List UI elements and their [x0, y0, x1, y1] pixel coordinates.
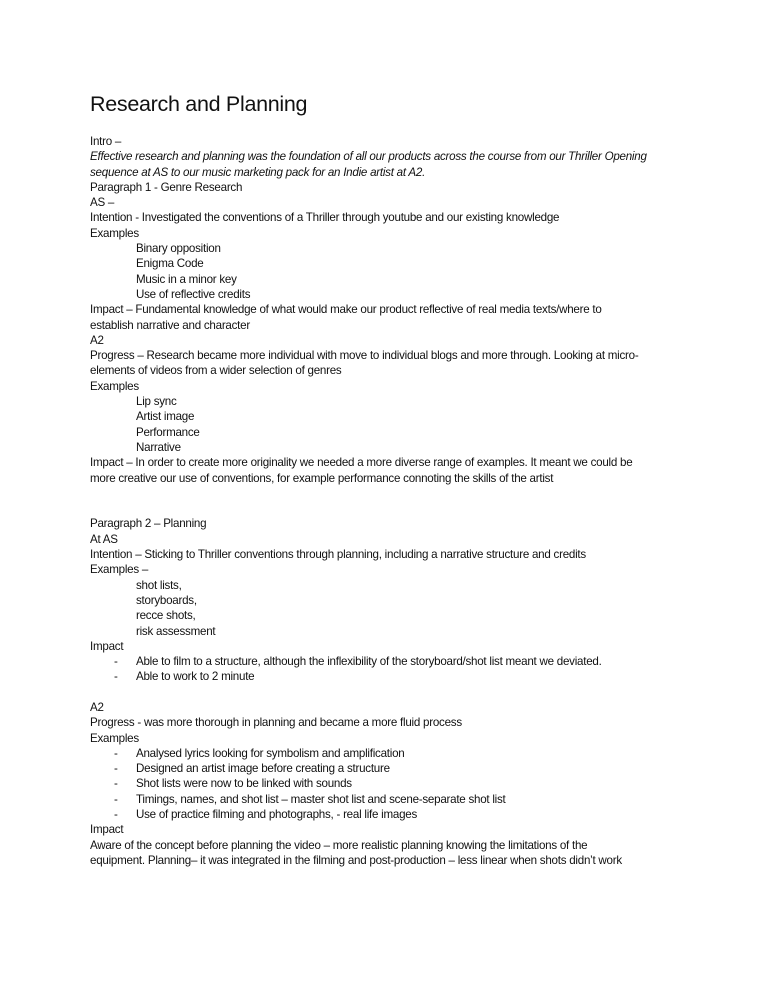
line-text: Use of practice filming and photographs, - real life images: [136, 808, 418, 822]
line-text: Artist image: [136, 410, 195, 424]
bullet-dash: -: [114, 655, 118, 669]
bullet-item: [90, 746, 690, 761]
bullet-item: [90, 761, 690, 776]
text-line: [90, 363, 690, 378]
line-text: Impact – Fundamental knowledge of what would make our product reflective of real media texts/where to: [90, 303, 602, 317]
list-item: [90, 578, 690, 593]
text-line: [90, 547, 690, 562]
text-line: [90, 516, 690, 531]
bullet-item: [90, 792, 690, 807]
line-text: Enigma Code: [136, 257, 204, 271]
line-text: Paragraph 1 - Genre Research: [90, 180, 243, 194]
bullet-dash: -: [114, 762, 118, 776]
line-text: shot lists,: [136, 578, 182, 592]
text-line: [90, 715, 690, 730]
line-text: Progress – Research became more individual with move to individual blogs and more through. Looking at micro-: [90, 349, 639, 363]
list-item: [90, 394, 690, 409]
bullet-dash: -: [114, 808, 118, 822]
text-line: [90, 333, 690, 348]
line-text: Able to film to a structure, although the inflexibility of the storyboard/shot list meant we deviated.: [136, 655, 602, 669]
line-text: Progress - was more thorough in planning and became a more fluid process: [90, 716, 462, 730]
bullet-item: [90, 776, 690, 791]
text-line: [90, 700, 690, 715]
line-text: Timings, names, and shot list – master shot list and scene-separate shot list: [136, 792, 506, 806]
line-text: Aware of the concept before planning the video – more realistic planning knowing the limitations of the: [90, 838, 588, 852]
bullet-dash: -: [114, 792, 118, 806]
line-text: Examples: [90, 226, 139, 240]
bullet-dash: -: [114, 777, 118, 791]
line-text: Able to work to 2 minute: [136, 670, 255, 684]
line-text: Use of reflective credits: [136, 287, 251, 301]
line-text: equipment. Planning– it was integrated in the filming and post-production – less linear when shots didn’t work: [90, 853, 622, 867]
line-text: risk assessment: [136, 624, 216, 638]
line-text: Narrative: [136, 440, 181, 454]
text-line: [90, 853, 690, 868]
text-line: [90, 195, 690, 210]
line-text: Impact: [90, 823, 124, 837]
line-text: Binary opposition: [136, 242, 221, 256]
line-text: Impact: [90, 639, 124, 653]
text-line: [90, 532, 690, 547]
list-item: [90, 425, 690, 440]
text-line: [90, 639, 690, 654]
text-line: [90, 455, 690, 470]
line-text: Intro –: [90, 135, 122, 148]
line-text: AS –: [90, 196, 115, 210]
line-text: Effective research and planning was the foundation of all our products across the course from our Thriller Opening: [90, 150, 647, 164]
line-text: At AS: [90, 532, 118, 546]
line-text: Performance: [136, 425, 200, 439]
line-text: Examples: [90, 731, 139, 745]
list-item: [90, 593, 690, 608]
line-text: Lip sync: [136, 395, 177, 409]
line-text: Paragraph 2 – Planning: [90, 517, 207, 531]
text-line: [90, 134, 690, 149]
line-text: sequence at AS to our music marketing pack for an Indie artist at A2.: [90, 165, 426, 179]
page-title: Research and Planning: [90, 92, 308, 116]
line-text: elements of videos from a wider selection of genres: [90, 364, 342, 378]
line-text: Analysed lyrics looking for symbolism and amplification: [136, 746, 405, 760]
blank-line: [90, 501, 690, 516]
text-line: [90, 180, 690, 195]
text-line: [90, 210, 690, 225]
text-line: [90, 379, 690, 394]
line-text: Music in a minor key: [136, 272, 237, 286]
list-item: [90, 608, 690, 623]
line-text: Impact – In order to create more originality we needed a more diverse range of examples. It meant we could be: [90, 456, 633, 470]
text-line: [90, 471, 690, 486]
text-line: [90, 318, 690, 333]
line-text: storyboards,: [136, 593, 197, 607]
text-line: [90, 302, 690, 317]
line-text: A2: [90, 333, 104, 347]
line-text: Designed an artist image before creating a structure: [136, 762, 390, 776]
line-text: Intention – Sticking to Thriller conventions through planning, including a narrative structure and credits: [90, 548, 586, 562]
list-item: [90, 409, 690, 424]
text-line: [90, 149, 690, 164]
bullet-item: [90, 669, 690, 684]
bullet-dash: -: [114, 670, 118, 684]
list-item: [90, 440, 690, 455]
list-item: [90, 287, 690, 302]
text-line: [90, 165, 690, 180]
line-text: establish narrative and character: [90, 318, 250, 332]
text-line: [90, 348, 690, 363]
blank-line: [90, 685, 690, 700]
line-text: Examples –: [90, 563, 149, 577]
list-item: [90, 241, 690, 256]
text-line: [90, 838, 690, 853]
bullet-item: [90, 654, 690, 669]
blank-line: [90, 486, 690, 501]
text-line: [90, 226, 690, 241]
line-text: recce shots,: [136, 609, 196, 623]
line-text: A2: [90, 700, 104, 714]
list-item: [90, 272, 690, 287]
bullet-item: [90, 807, 690, 822]
bullet-dash: -: [114, 746, 118, 760]
line-text: more creative our use of conventions, for example performance connoting the skills of the artist: [90, 471, 554, 485]
line-text: Intention - Investigated the conventions of a Thriller through youtube and our existing knowledge: [90, 211, 560, 225]
line-text: Shot lists were now to be linked with sounds: [136, 777, 352, 791]
list-item: [90, 256, 690, 271]
line-text: Examples: [90, 379, 139, 393]
document-body: [90, 134, 690, 868]
text-line: [90, 731, 690, 746]
text-line: [90, 562, 690, 577]
text-line: [90, 822, 690, 837]
list-item: [90, 624, 690, 639]
